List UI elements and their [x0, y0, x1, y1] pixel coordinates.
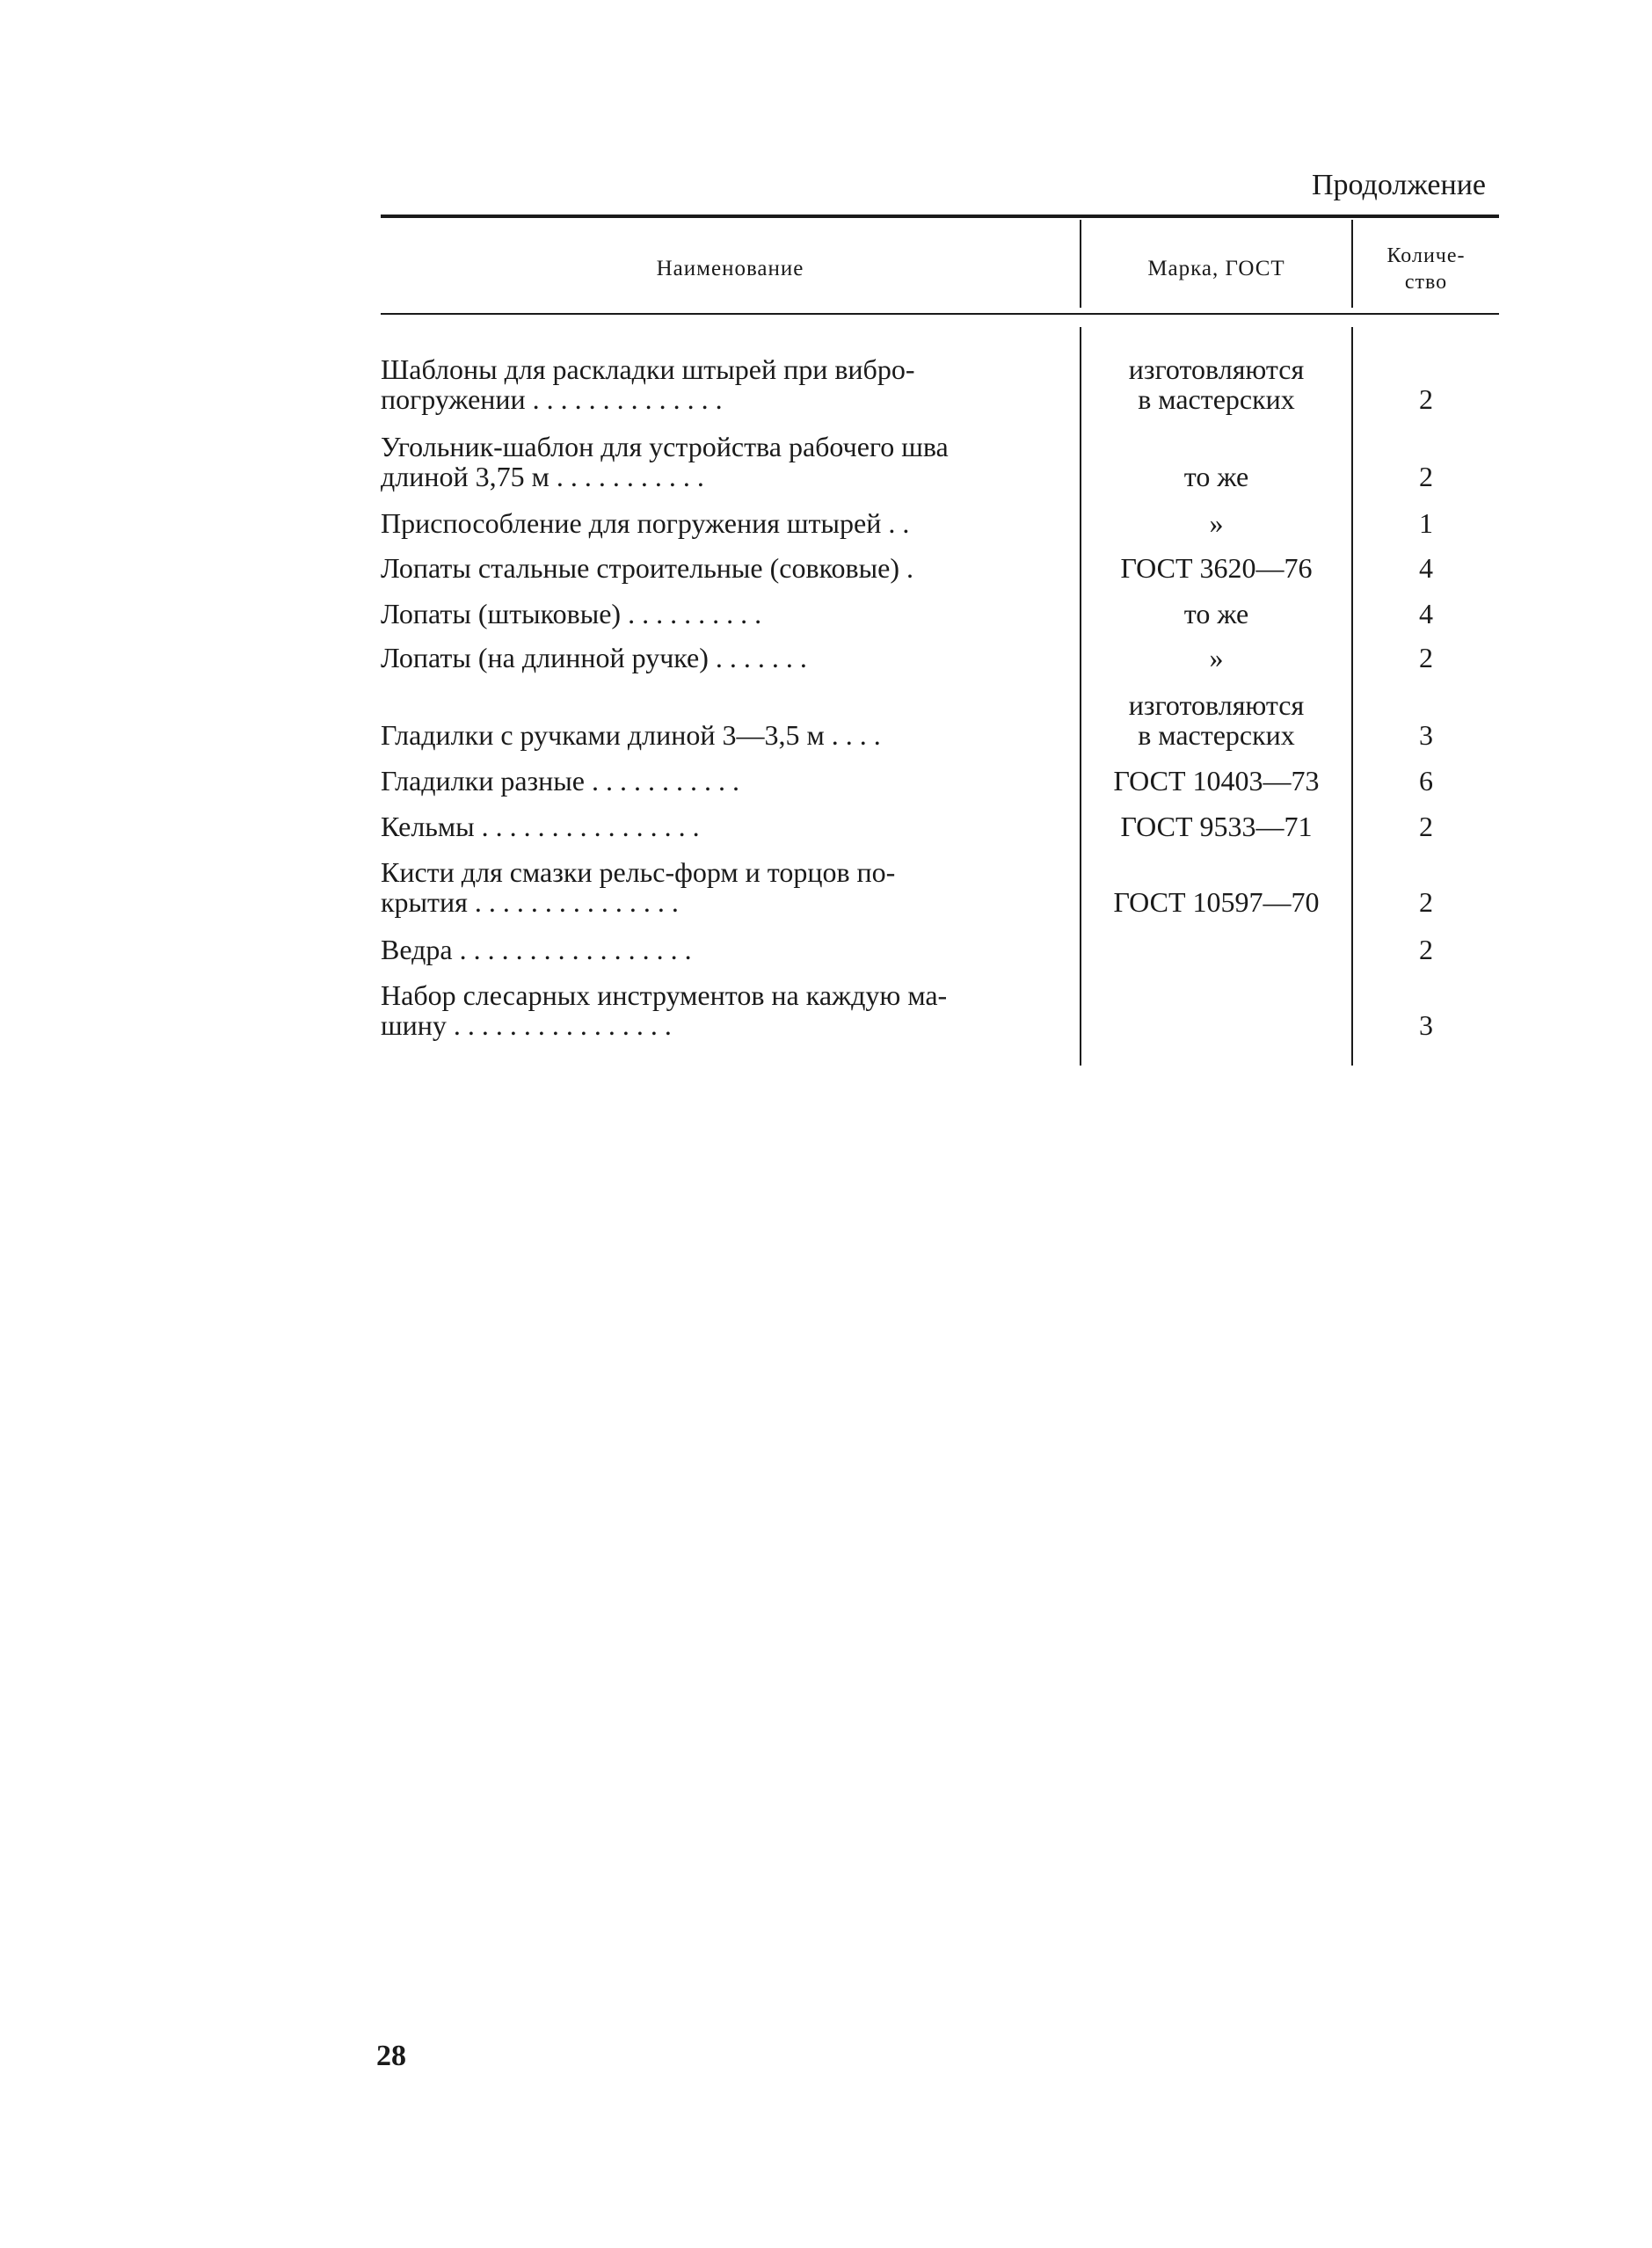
- table-top-rule: [381, 215, 1499, 218]
- row-name: Лопаты (штыковые) . . . . . . . . . .: [381, 598, 762, 629]
- row-name: Приспособление для погружения штырей . .: [381, 507, 910, 539]
- row-qty: 1: [1419, 507, 1433, 539]
- row-name-line2: погружении . . . . . . . . . . . . . .: [381, 383, 723, 415]
- header-bottom-rule: [381, 313, 1499, 315]
- continuation-label: Продолжение: [1311, 169, 1486, 201]
- header-name: Наименование: [656, 257, 804, 280]
- row-mark: »: [1209, 642, 1224, 673]
- row-name: Лопаты (на длинной ручке) . . . . . . .: [381, 642, 807, 673]
- row-mark: ГОСТ 3620—76: [1120, 552, 1313, 584]
- row-name-line2: крытия . . . . . . . . . . . . . . .: [381, 886, 679, 918]
- row-name-line2: шину . . . . . . . . . . . . . . . .: [381, 1009, 672, 1041]
- row-qty: 4: [1419, 552, 1433, 584]
- row-name: Гладилки с ручками длиной 3—3,5 м . . . .: [381, 719, 881, 751]
- row-mark: ГОСТ 10403—73: [1113, 765, 1320, 797]
- row-mark-line2: то же: [1183, 461, 1249, 492]
- row-name-line1: Шаблоны для раскладки штырей при вибро-: [381, 353, 915, 385]
- row-name-line1: Набор слесарных инструментов на каждую ма-: [381, 979, 948, 1011]
- row-qty: 2: [1419, 811, 1433, 842]
- header-mark-gost: Марка, ГОСТ: [1147, 257, 1285, 280]
- row-name-line1: Угольник-шаблон для устройства рабочего шва: [381, 431, 949, 462]
- header-quantity: [1353, 243, 1499, 295]
- row-name-line1: Кисти для смазки рельс-форм и торцов по-: [381, 856, 896, 888]
- row-qty: 3: [1419, 1009, 1433, 1041]
- row-mark-line2: в мастерских: [1138, 383, 1295, 415]
- header-quantity-line2: ство: [1404, 271, 1448, 294]
- row-mark: то же: [1183, 598, 1249, 629]
- row-mark-line2: в мастерских: [1138, 719, 1295, 751]
- equipment-table: [381, 215, 1499, 1067]
- row-qty: 6: [1419, 765, 1433, 797]
- row-mark: ГОСТ 10597—70: [1113, 886, 1320, 918]
- row-qty: 2: [1419, 886, 1433, 918]
- row-name: Лопаты стальные строительные (совковые) .: [381, 552, 913, 584]
- row-qty: 2: [1419, 642, 1433, 673]
- row-qty: 3: [1419, 719, 1433, 751]
- row-name: Кельмы . . . . . . . . . . . . . . . .: [381, 811, 700, 842]
- row-qty: 2: [1419, 461, 1433, 492]
- row-name-line2: длиной 3,75 м . . . . . . . . . . .: [381, 461, 704, 492]
- row-name: Ведра . . . . . . . . . . . . . . . . .: [381, 934, 692, 965]
- row-qty: 4: [1419, 598, 1433, 629]
- row-mark-line1: изготовляются: [1128, 353, 1305, 385]
- header-quantity-line1: Количе-: [1386, 244, 1466, 267]
- page-number: 28: [376, 2040, 406, 2072]
- row-mark: »: [1209, 507, 1224, 539]
- row-mark-line1: изготовляются: [1128, 689, 1305, 721]
- row-mark: ГОСТ 9533—71: [1120, 811, 1313, 842]
- row-qty: 2: [1419, 383, 1433, 415]
- row-qty: 2: [1419, 934, 1433, 965]
- row-name: Гладилки разные . . . . . . . . . . .: [381, 765, 739, 797]
